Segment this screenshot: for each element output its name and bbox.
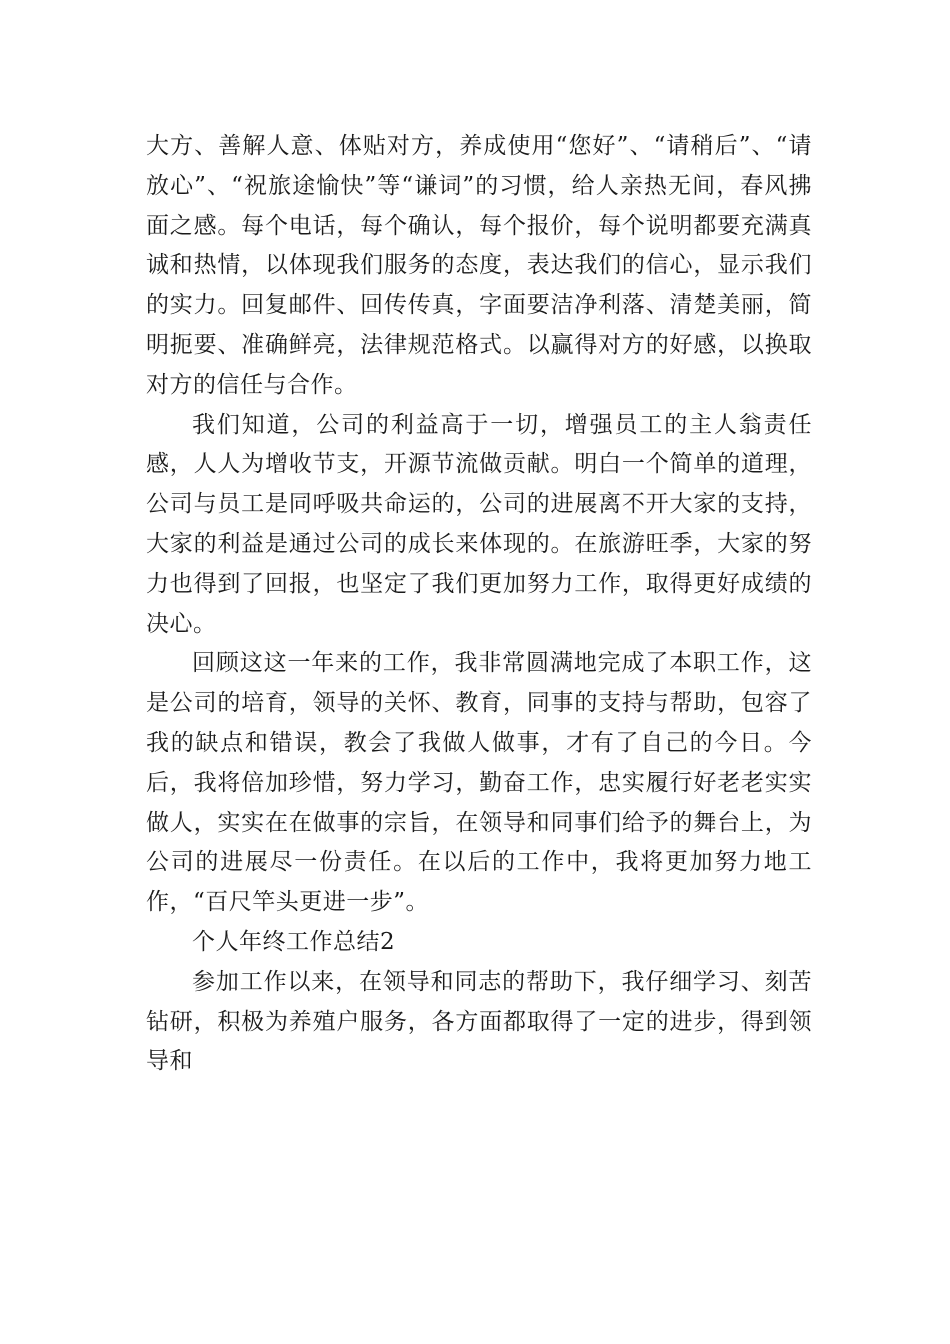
paragraph-work-since: 参加工作以来，在领导和同志的帮助下，我仔细学习、刻苦钻研，积极为养殖户服务，各方面都取得了一定的进步，得到领导和 [146,968,812,1075]
document-body [146,127,812,1082]
paragraph-year-review: 回顾这这一年来的工作，我非常圆满地完成了本职工作，这是公司的培育，领导的关怀、教育，同事的支持与帮助，包容了我的缺点和错误，教会了我做人做事，才有了自己的今日。今后，我将倍加珍惜，努力学习，勤奋工作，忠实履行好老老实实做人，实实在在做事的宗旨，在领导和同事们给予的舞台上，为公司的进展尽一份责任。在以后的工作中，我将更加努力地工作，“百尺竿头更进一步”。 [146,650,812,916]
paragraph-company-interest: 我们知道，公司的利益高于一切，增强员工的主人翁责任感，人人为增收节支，开源节流做贡献。明白一个简单的道理，公司与员工是同呼吸共命运的，公司的进展离不开大家的支持，大家的利益是通过公司的成长来体现的。在旅游旺季，大家的努力也得到了回报，也坚定了我们更加努力工作，取得更好成绩的决心。 [146,411,812,637]
section-heading: 个人年终工作总结2 [192,928,396,955]
paragraph-continued: 大方、善解人意、体贴对方，养成使用“您好”、“请稍后”、“请放心”、“祝旅途愉快”等“谦词”的习惯，给人亲热无间，春风拂面之感。每个电话，每个确认，每个报价，每个说明都要充满真诚和热情，以体现我们服务的态度，表达我们的信心，显示我们的实力。回复邮件、回传传真，字面要洁净利落、清楚美丽，简明扼要、准确鲜亮，法律规范格式。以赢得对方的好感，以换取对方的信任与合作。 [146,133,812,398]
